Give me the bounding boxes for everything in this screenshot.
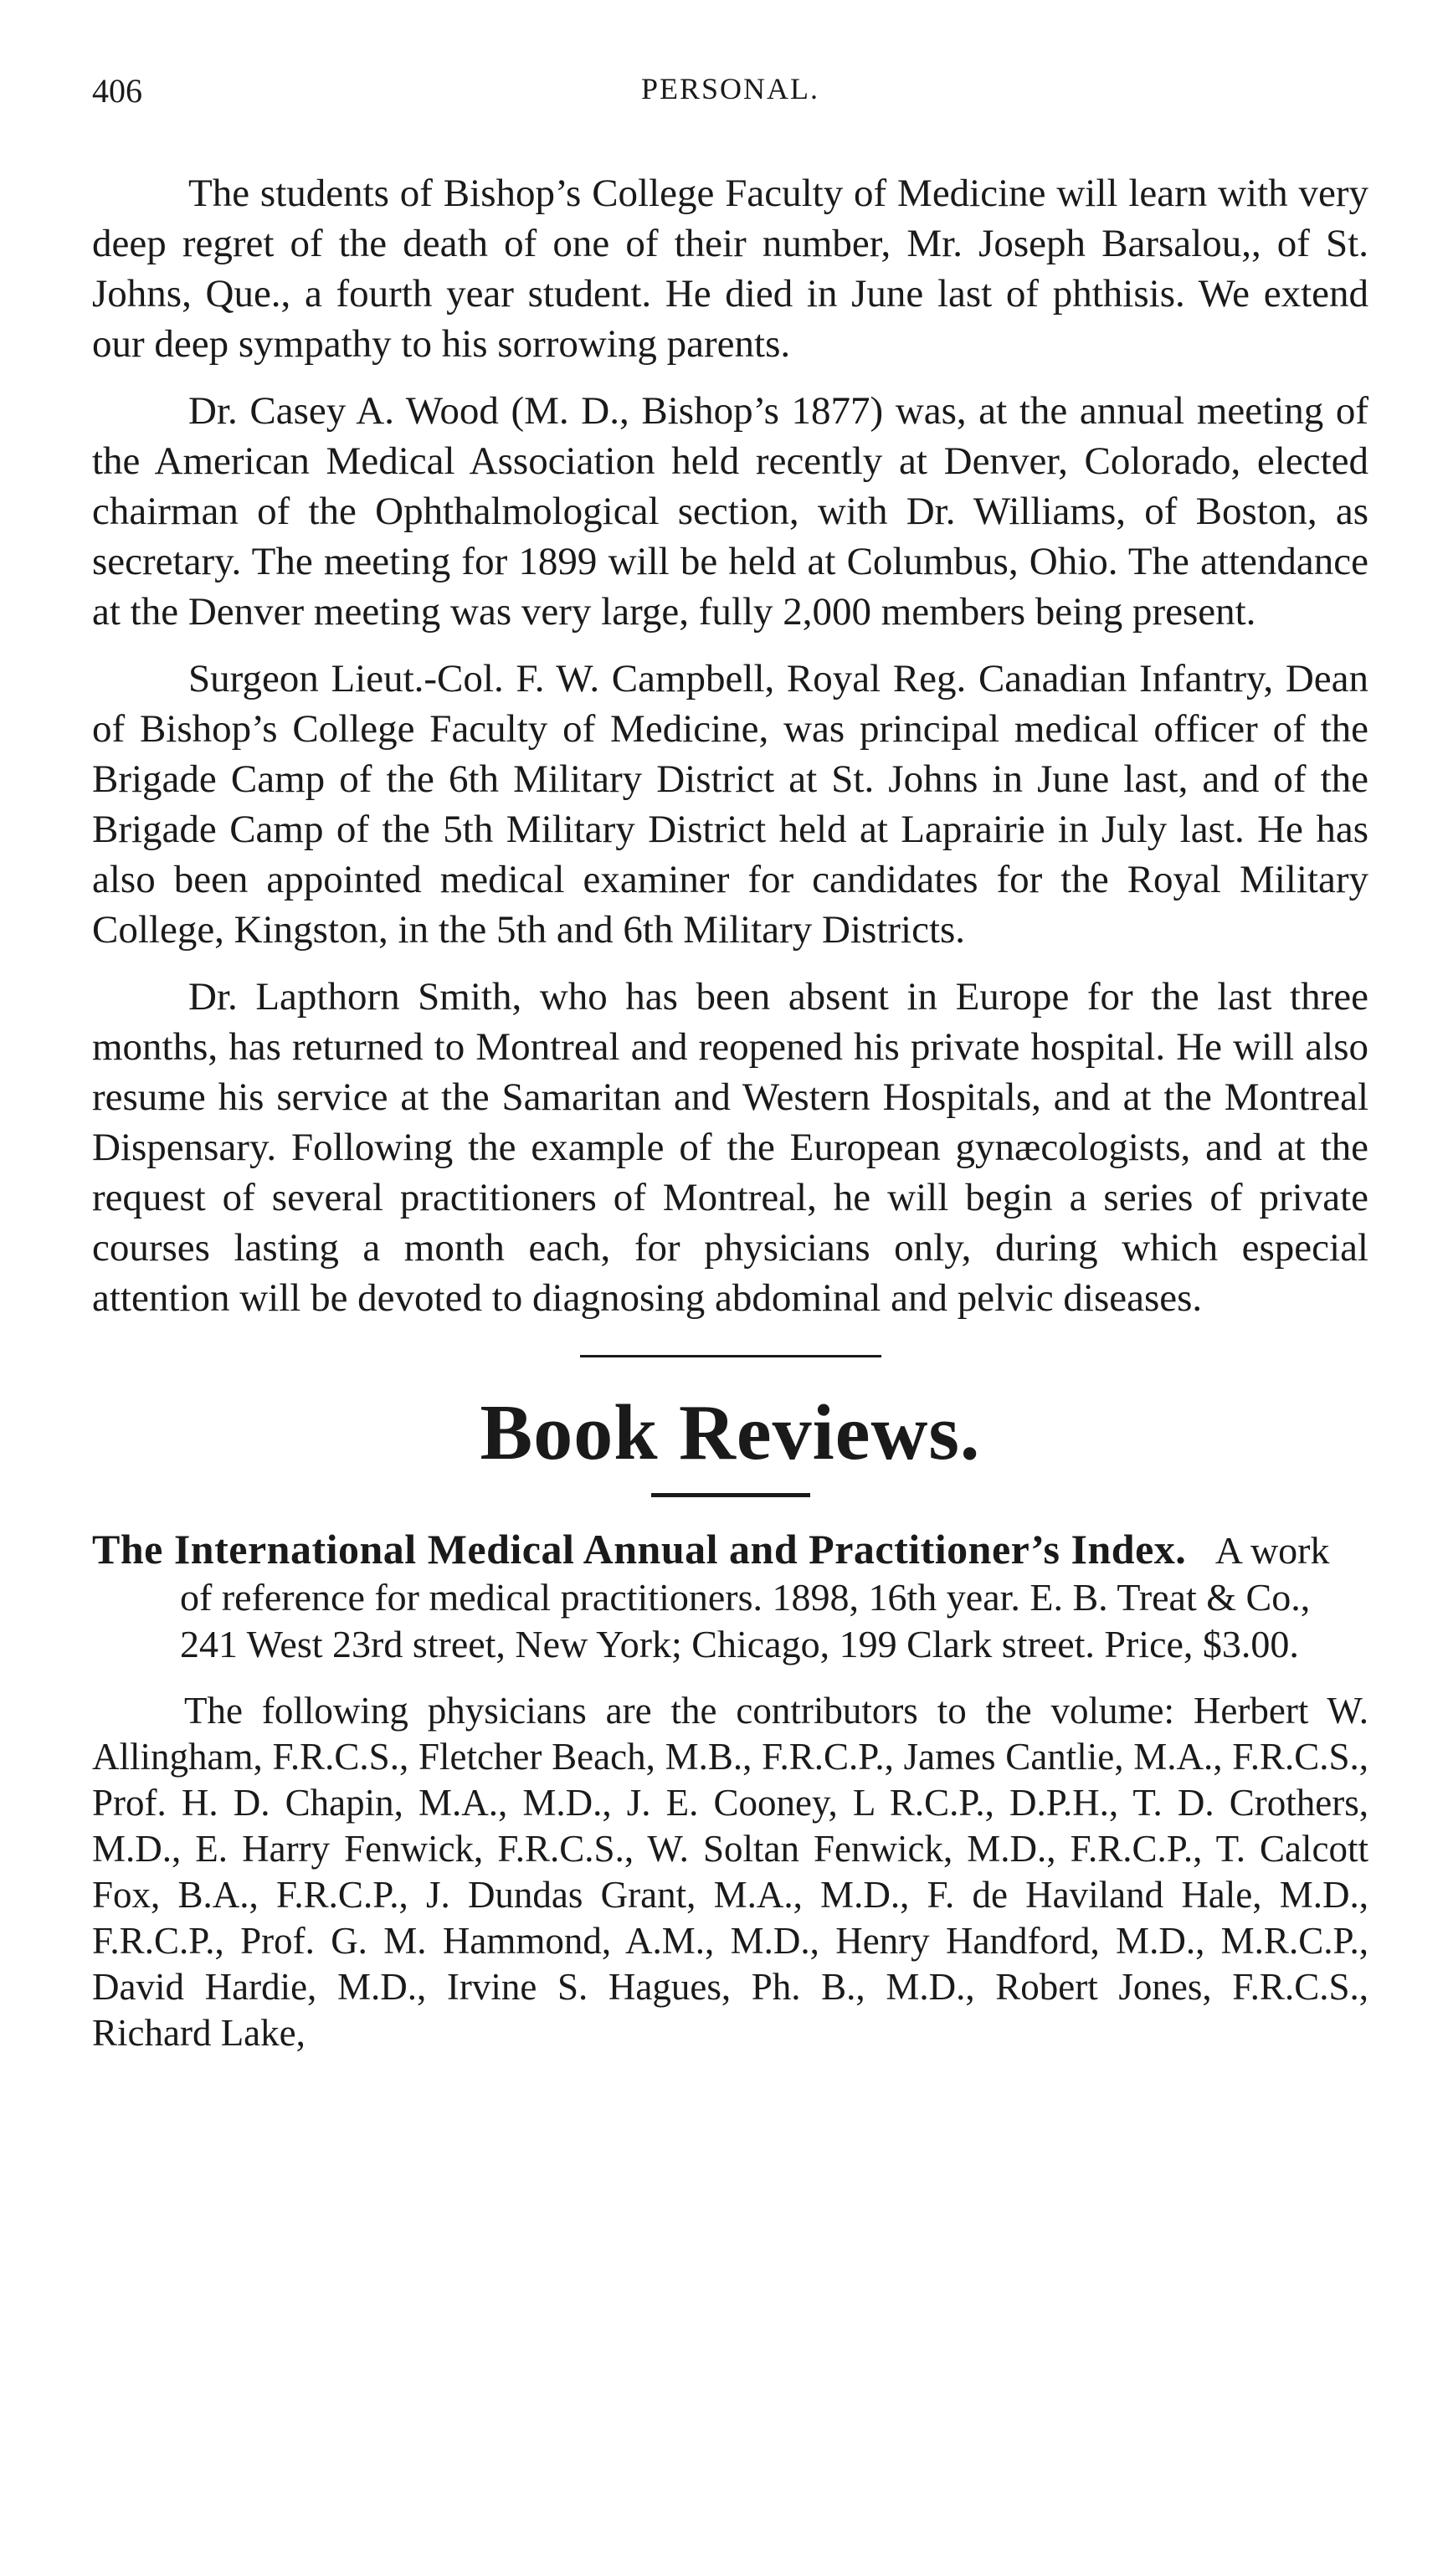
book-reviews-heading: Book Reviews.	[480, 1389, 981, 1476]
running-title: PERSONAL.	[640, 72, 820, 105]
paragraph-campbell: Surgeon Lieut.-Col. F. W. Campbell, Royal Reg. Canadian Infantry, Dean of Bishop’s College Faculty of Medicine, was principal medical officer of the Brigade Camp of the 6th Military District at St. Johns in June last, and of the Brigade Camp of the 5th Military District held at Laprairie in July last. He has also been appointed medical examiner for candidates for the Royal Military College, Kingston, in the 5th and 6th Military Districts.	[92, 657, 1368, 952]
personal-section	[92, 168, 1368, 1323]
book-page	[92, 71, 1368, 2056]
paragraph-casey-wood: Dr. Casey A. Wood (M. D., Bishop’s 1877) was, at the annual meeting of the American Medical Association held recently at Denver, Colorado, elected chairman of the Ophthalmological section, with Dr. Williams, of Boston, as secretary. The meeting for 1899 will be held at Columbus, Ohio. The attendance at the Denver meeting was very large, fully 2,000 members being present.	[92, 389, 1368, 634]
review-book-details-text: A work of reference for medical practitioners. 1898, 16th year. E. B. Treat & Co., 241 West 23rd street, New York; Chicago, 199 Clark street. Price, $3.00.	[180, 1529, 1330, 1665]
section-divider	[580, 1355, 881, 1357]
paragraph-barsalou-obituary: The students of Bishop’s College Faculty of Medicine will learn with very deep regret of the death of one of their number, Mr. Joseph Barsalou,, of St. Johns, Que., a fourth year student. He died in June last of phthisis. We extend our deep sympathy to his sorrowing parents.	[92, 172, 1368, 366]
heading-underline	[651, 1493, 810, 1497]
running-head	[92, 71, 1368, 121]
paragraph-lapthorn-smith: Dr. Lapthorn Smith, who has been absent in Europe for the last three months, has returned to Montreal and reopened his private hospital. He will also resume his service at the Samaritan and Western Hospitals, and at the Montreal Dispensary. Following the example of the European gynæcologists, and at the request of several practitioners of Montreal, he will begin a series of private courses lasting a month each, for physicians only, during which especial attention will be devoted to diagnosing abdominal and pelvic diseases.	[92, 975, 1368, 1320]
page-number: 406	[92, 72, 142, 110]
review-contributors-paragraph: The following physicians are the contributors to the volume: Herbert W. Allingham, F.R.C.S., Fletcher Beach, M.B., F.R.C.P., James Cantlie, M.A., F.R.C.S., Prof. H. D. Chapin, M.A., M.D., J. E. Cooney, L R.C.P., D.P.H., T. D. Crothers, M.D., E. Harry Fenwick, F.R.C.S., W. Soltan Fenwick, M.D., F.R.C.P., T. Calcott Fox, B.A., F.R.C.P., J. Dundas Grant, M.A., M.D., F. de Haviland Hale, M.D., F.R.C.P., Prof. G. M. Hammond, A.M., M.D., Henry Handford, M.D., M.R.C.P., David Hardie, M.D., Irvine S. Hagues, Ph. B., M.D., Robert Jones, F.R.C.S., Richard Lake,	[92, 1690, 1368, 2054]
review-entry	[92, 1526, 1368, 1668]
review-book-title: The International Medical Annual and Practitioner’s Index.	[92, 1526, 1187, 1573]
